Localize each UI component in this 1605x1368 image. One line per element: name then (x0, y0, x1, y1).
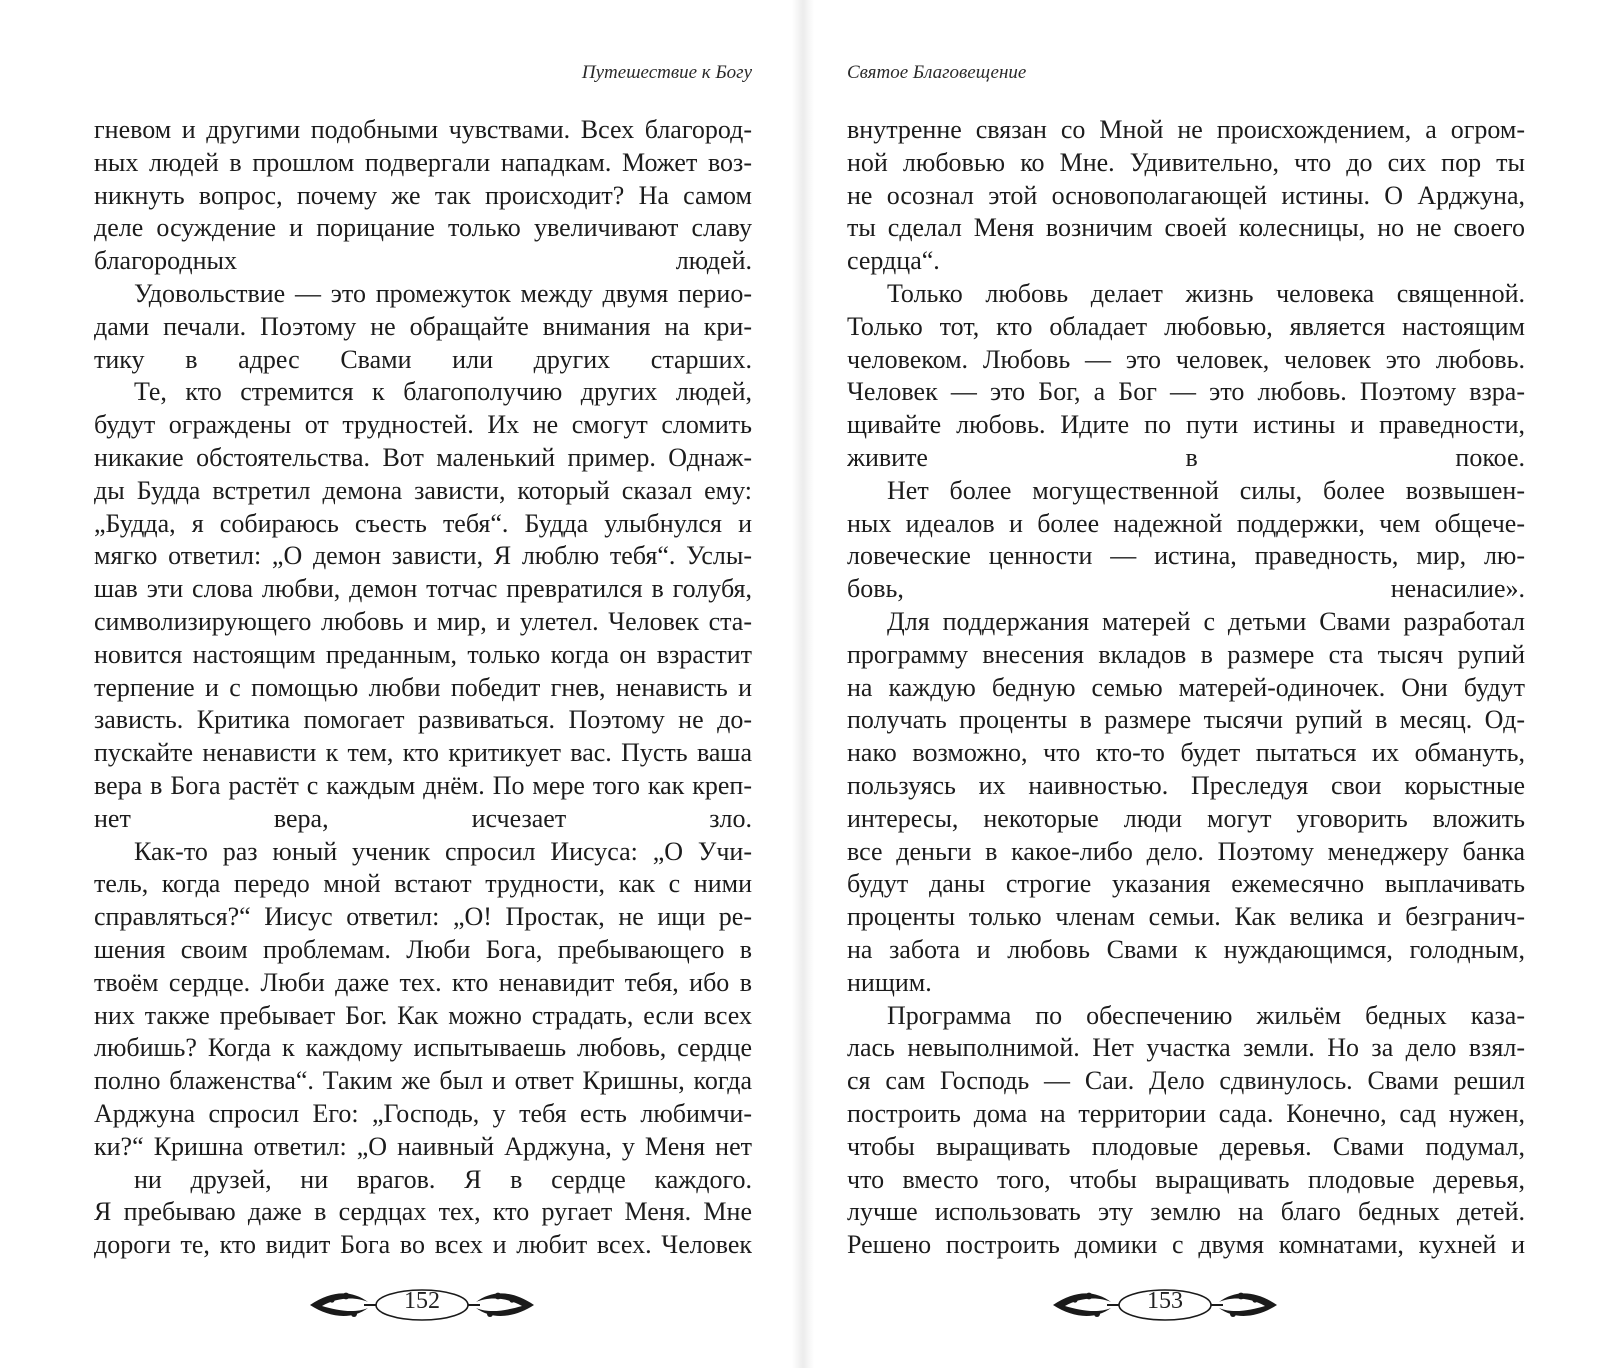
text-line: лась невыполнимой. Нет участка земли. Но за дело взял- (847, 1033, 1525, 1063)
text-line: ки?“ Кришна ответил: „О наивный Арджуна, у Меня нет (94, 1131, 752, 1161)
text-line: ных людей в прошлом подвергали нападкам. Может воз- (94, 147, 752, 177)
text-line: живите в покое. (847, 442, 1525, 472)
text-line: ловеческие ценности — истина, праведность, мир, лю- (847, 541, 1525, 571)
text-line: лучше использовать эту землю на благо бедных детей. (847, 1197, 1525, 1227)
text-line: на забота и любовь Свами к нуждающимся, голодным, (847, 934, 1525, 964)
text-line: Человек — это Бог, а Бог — это любовь. Поэтому взра- (847, 377, 1525, 407)
page-number-right: 153 (1147, 1288, 1183, 1314)
text-line: не осознал этой основополагающей истины. О Арджуна, (847, 180, 1525, 210)
text-line: сердца“. (847, 246, 940, 276)
text-line: Как-то раз юный ученик спросил Иисуса: „О Учи- (134, 836, 752, 866)
text-line: пускайте ненависти к тем, кто критикует вас. Пусть ваша (94, 738, 752, 768)
text-line: построить дома на территории сада. Конечно, сад нужен, (847, 1098, 1525, 1128)
text-line: бовь, ненасилие». (847, 574, 1525, 604)
text-line: справляться?“ Иисус ответил: „О! Простак, не ищи ре- (94, 902, 752, 932)
body-text-right (847, 114, 1525, 1262)
text-line: никакие обстоятельства. Вот маленький пример. Однаж- (94, 442, 752, 472)
text-line: ты сделал Меня возничим своей колесницы, но не своего (847, 213, 1525, 243)
text-line: Только любовь делает жизнь человека священной. (887, 278, 1525, 308)
text-line: Арджуна спросил Его: „Господь, у тебя есть любимчи- (94, 1098, 752, 1128)
text-line: „Будда, я собираюсь съесть тебя“. Будда улыбнулся и (94, 508, 752, 538)
text-line: что вместо того, чтобы выращивать плодовые деревья, (847, 1164, 1525, 1194)
text-line: деле осуждение и порицание только увеличивают славу (94, 213, 752, 243)
text-line: гневом и другими подобными чувствами. Всех благород- (94, 115, 752, 144)
text-line: терпение и с помощью любви победит гнев, ненависть и (94, 672, 752, 702)
text-line: новится настоящим преданным, только когда он взрастит (94, 639, 752, 669)
text-line: получать проценты в размере тысячи рупий в месяц. Од- (847, 705, 1525, 735)
text-line: интересы, некоторые люди могут уговорить вложить (847, 803, 1525, 833)
text-line: Для поддержания матерей с детьми Свами разработал (887, 606, 1525, 636)
text-line: ся сам Господь — Саи. Дело сдвинулось. Свами решил (847, 1066, 1525, 1096)
body-text-left (94, 114, 752, 1262)
text-line: Те, кто стремится к благополучию других людей, (134, 377, 752, 407)
text-line: твоём сердце. Люби даже тех. кто ненавидит тебя, ибо в (94, 967, 752, 997)
text-line: щивайте любовь. Идите по пути истины и праведности, (847, 410, 1525, 440)
running-head-right: Святое Благовещение (847, 62, 1027, 83)
text-line: человеком. Любовь — это человек, человек это любовь. (847, 344, 1525, 374)
page-number-left: 152 (404, 1288, 440, 1314)
text-line: Нет более могущественной силы, более возвышен- (887, 475, 1525, 505)
text-line: Я пребываю даже в сердцах тех, кто ругает Меня. Мне (94, 1197, 752, 1227)
text-line: чтобы выращивать плодовые деревья. Свами подумал, (847, 1131, 1525, 1161)
text-line: любишь? Когда к каждому испытываешь любовь, сердце (94, 1033, 752, 1063)
text-line: мягко ответил: „О демон зависти, Я люблю тебя“. Услы- (94, 541, 752, 571)
text-line: нет вера, исчезает зло. (94, 803, 752, 833)
text-line: никнуть вопрос, почему же так происходит? На самом (94, 180, 752, 210)
text-line: дороги те, кто видит Бога во всех и любит всех. Человек (94, 1230, 752, 1260)
text-line: будут ограждены от трудностей. Их не смогут сломить (94, 410, 752, 440)
text-line: Удовольствие — это промежуток между двумя перио- (134, 278, 752, 308)
folio-left (302, 1280, 542, 1330)
text-line: программу внесения вкладов в размере ста тысяч рупий (847, 639, 1525, 669)
text-line: полно блаженства“. Таким же был и ответ Кришны, когда (94, 1066, 752, 1096)
text-line: благородных людей. (94, 246, 752, 276)
text-line: Программа по обеспечению жильём бедных каза- (887, 1000, 1525, 1030)
text-line: них также пребывает Бог. Как можно страдать, если всех (94, 1000, 752, 1030)
text-line: символизирующего любовь и мир, и улетел. Человек ста- (94, 606, 752, 636)
folio-right (1045, 1280, 1285, 1330)
text-line: вера в Бога растёт с каждым днём. По мере того как креп- (94, 770, 752, 800)
text-line: нищим. (847, 967, 932, 997)
text-line: зависть. Критика помогает развиваться. Поэтому не до- (94, 705, 752, 735)
text-line: проценты только членам семьи. Как велика и безгранич- (847, 902, 1525, 932)
text-line: ной любовью ко Мне. Удивительно, что до сих пор ты (847, 147, 1525, 177)
right-page (802, 0, 1605, 1368)
text-line: ды Будда встретил демона зависти, который сказал ему: (94, 475, 752, 505)
text-line: тику в адрес Свами или других старших. (94, 344, 752, 374)
text-line: тель, когда передо мной встают трудности, как с ними (94, 869, 752, 899)
text-line: шения своим проблемам. Люби Бога, пребывающего в (94, 934, 752, 964)
running-head-left: Путешествие к Богу (581, 62, 752, 83)
text-line: все деньги в какое-либо дело. Поэтому менеджеру банка (847, 836, 1525, 866)
text-line: ных идеалов и более надежной поддержки, чем общече- (847, 508, 1525, 538)
text-line: на каждую бедную семью матерей-одиночек. Они будут (847, 672, 1525, 702)
text-line: внутренне связан со Мной не происхождением, а огром- (847, 115, 1525, 144)
text-line: нако возможно, что кто-то будет пытаться их обмануть, (847, 738, 1525, 768)
text-line: дами печали. Поэтому не обращайте внимания на кри- (94, 311, 752, 341)
text-line: Только тот, кто обладает любовью, является настоящим (847, 311, 1525, 341)
text-line: Решено построить домики с двумя комнатами, кухней и (847, 1230, 1525, 1260)
text-line: пользуясь их наивностью. Преследуя свои корыстные (847, 770, 1525, 800)
text-line: шав эти слова любви, демон тотчас превратился в голубя, (94, 574, 752, 604)
text-line: ни друзей, ни врагов. Я в сердце каждого. (134, 1164, 752, 1194)
text-line: будут даны строгие указания ежемесячно выплачивать (847, 869, 1525, 899)
left-page (0, 0, 802, 1368)
